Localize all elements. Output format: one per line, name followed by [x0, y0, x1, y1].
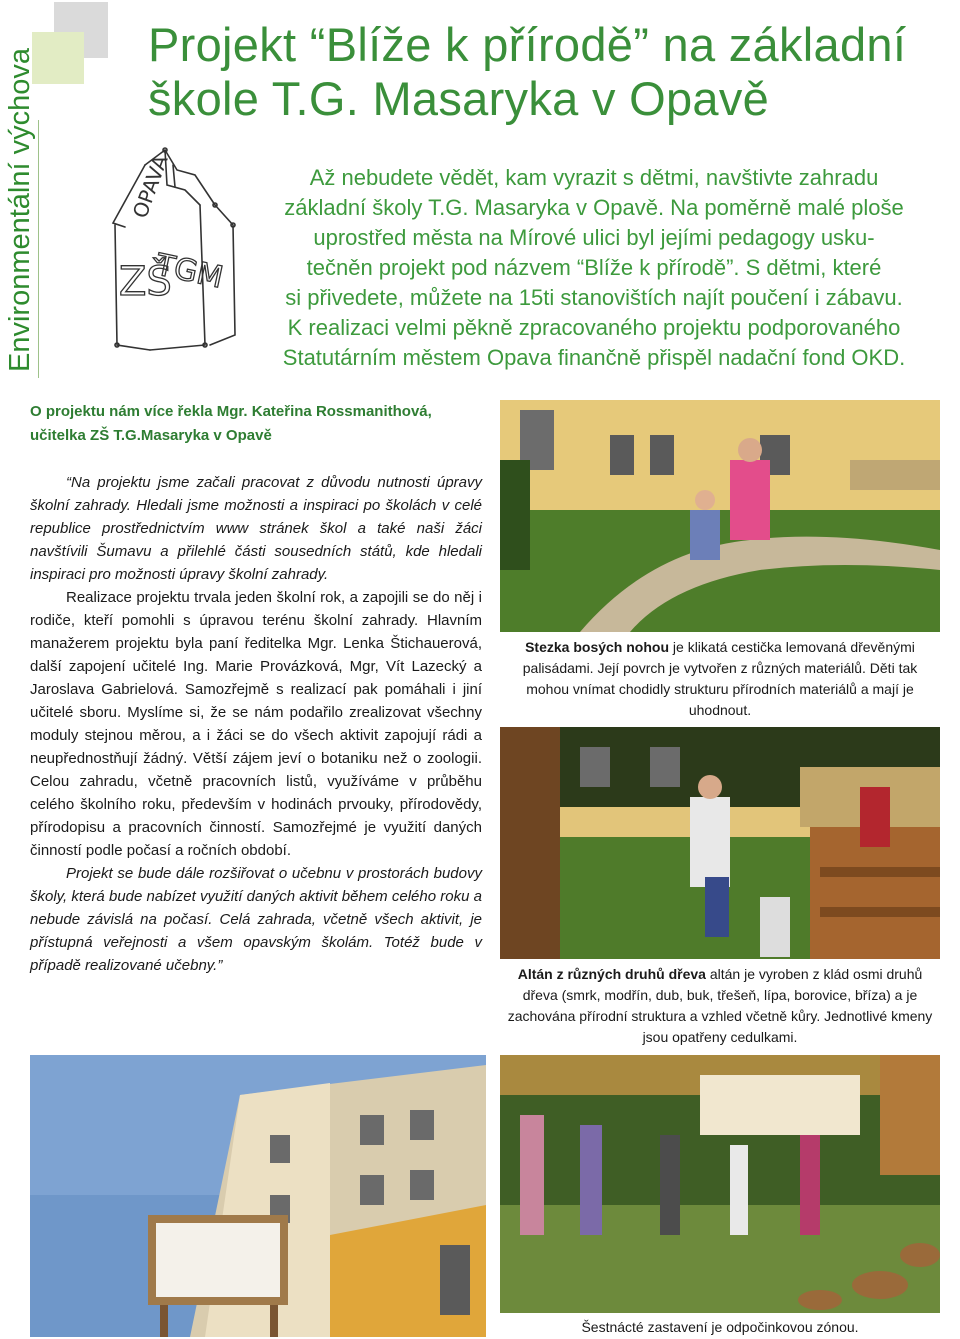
- resting-zone-image: [500, 1055, 940, 1313]
- page-title-line1: Projekt “Blíže k přírodě” na základní: [148, 18, 907, 71]
- caption-barefoot-path: [500, 637, 940, 721]
- article-byline: [30, 400, 488, 448]
- section-label-text: Environmentální výchova: [4, 48, 36, 372]
- intro-line: tečněn projekt pod názvem “Blíže k přírodě”. S dětmi, které: [306, 255, 882, 280]
- svg-text:OPAVA: OPAVA: [127, 151, 173, 222]
- school-house-drawing-icon: [105, 145, 240, 360]
- caption-2-text: altán je vyroben z klád osmi druhů dřeva (smrk, modřín, dub, buk, třešeň, lípa, borovice, bříza) a je zachována přírodní struktura a vzhled včetně kůry. Jednotlivé kmeny jsou opatřeny cedulkami.: [507, 966, 933, 1045]
- page-title: [148, 18, 948, 126]
- article-body: [30, 471, 482, 977]
- intro-line: si přivedete, můžete na 15ti stanovištích najít poučení i zábavu.: [285, 285, 903, 310]
- caption-resting-zone: Šestnácté zastavení je odpočinkovou zónou.: [581, 1319, 859, 1335]
- caption-2-title: Altán z různých druhů dřeva: [517, 966, 706, 982]
- intro-line: Až nebudete vědět, kam vyrazit s dětmi, navštivte zahradu: [309, 165, 879, 190]
- photo-children-resting-zone: [500, 1055, 940, 1313]
- photo-wooden-gazebo: [500, 727, 940, 959]
- page-title-line2: škole T.G. Masaryka v Opavě: [148, 72, 770, 125]
- intro-line: uprostřed města na Mírové ulici byl jejími pedagogy usku-: [313, 225, 875, 250]
- barefoot-path-image: [500, 400, 940, 632]
- article-paragraph-3: Projekt se bude dále rozšiřovat o učebnu v prostorách budovy školy, která bude nabízet využití daných aktivit během celého roku a nebude závislá na počasí. Celá zahrada, včetně všech aktivit, je přístupná veřejnosti a všem opavským školám. Totéž bude v případě realizované učebny.”: [30, 865, 482, 974]
- caption-1-text: je klikatá cestička lemovaná dřevěnými palisádami. Její povrch je vytvořen z různých materiálů. Děti tak mohou vnímat chodidly strukturu přírodních materiálů a mají je uhodnout.: [522, 639, 918, 718]
- decor-square-green: [32, 32, 84, 84]
- school-building-image: [30, 1055, 486, 1337]
- byline-line2: učitelka ZŠ T.G.Masaryka v Opavě: [30, 427, 272, 444]
- article-paragraph-2: Realizace projektu trvala jeden školní rok, a zapojili se do něj i rodiče, kteří pomohli s úpravou terénu školní zahrady. Hlavním manažerem projektu byla paní ředitelka Mgr. Lenka Štichauerová, další zapojení učitelé Ing. Marie Provázková, Mgr, Vít Lazecký a Jaroslava Gabrielová. Samozřejmě s realizací pak pomáhali i jiní učitelé sboru. Myslíme si, že se nám podařilo zrealizovat všechny moduly stejnou měrou, a i žáci se do všech aktivit zapojují rádi a neupřednostňují žádný. Větší zájem jeví o botaniku než o zoologii. Celou zahradu, včetně pracovních listů, využíváme v průběhu celého školního roku, především v hodinách prvouky, přírodovědy, přírodopisu a pracovních činností. Samozřejmé je využití daných činností podle počasí a ročních období.: [30, 589, 482, 859]
- svg-text:ZŠ: ZŠ: [119, 259, 172, 305]
- school-logo: [105, 145, 240, 360]
- gazebo-image: [500, 727, 940, 959]
- byline-line1: O projektu nám více řekla Mgr. Kateřina Rossmanithová,: [30, 403, 432, 420]
- article-paragraph-1: “Na projektu jsme začali pracovat z důvodu nutnosti úpravy školní zahrady. Hledali jsme možnosti a inspiraci po školách v celé republice prostřednictvím www stránek škol a také naši žáci navštívili Šumavu a přilehlé části sousedních států, kde hledali inspiraci pro možnosti úpravy školní zahrady.: [30, 474, 482, 583]
- section-divider: [38, 120, 39, 378]
- caption-1-title: Stezka bosých nohou: [525, 639, 670, 655]
- caption-gazebo: [500, 964, 940, 1048]
- intro-line: základní školy T.G. Masaryka v Opavě. Na poměrně malé ploše: [284, 195, 904, 220]
- intro-line: Statutárním městem Opava finančně přispěl nadační fond OKD.: [282, 345, 906, 370]
- intro-line: K realizaci velmi pěkně zpracovaného projektu podporovaného: [287, 315, 901, 340]
- section-label: [2, 0, 38, 378]
- intro-paragraph: [238, 163, 950, 373]
- photo-barefoot-path: [500, 400, 940, 632]
- svg-text:TGM: TGM: [152, 247, 227, 296]
- photo-school-building: [30, 1055, 486, 1337]
